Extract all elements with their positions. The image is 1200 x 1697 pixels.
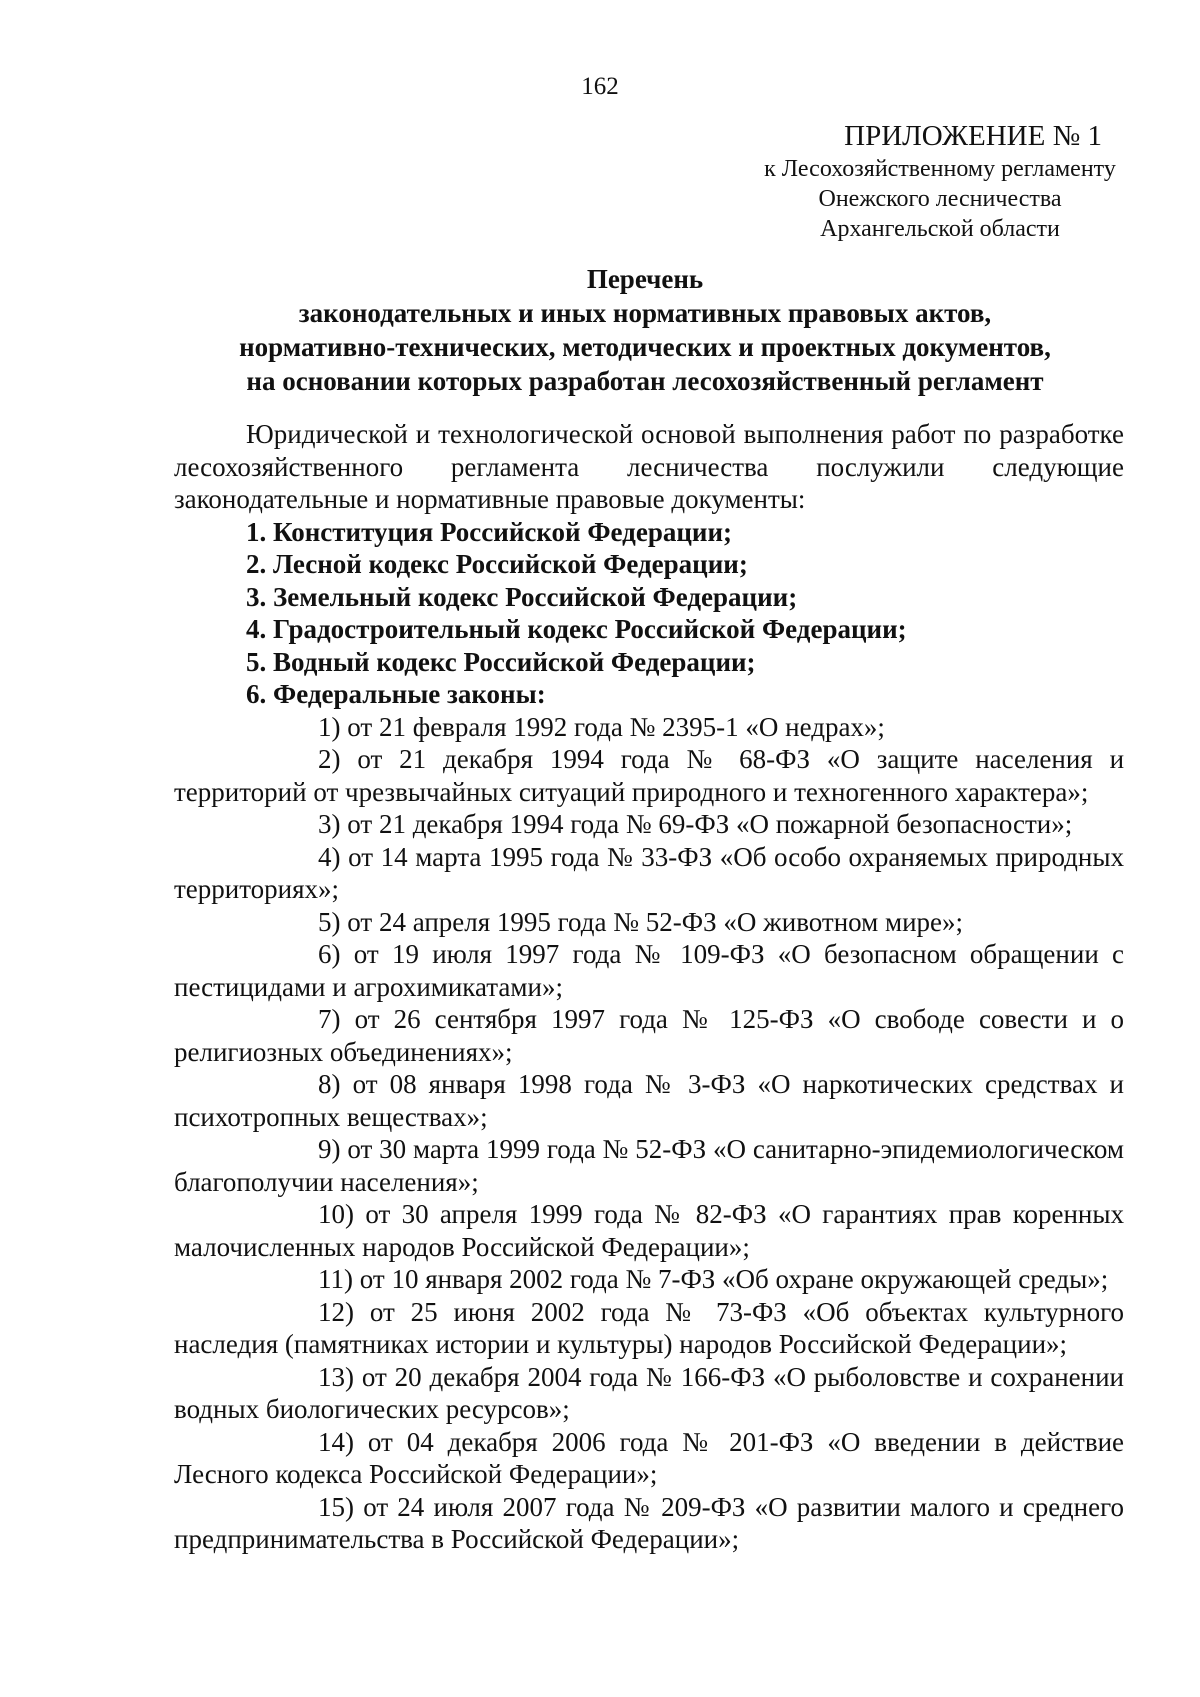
federal-law-text: от 30 апреля 1999 года № 82-ФЗ «О гарантиях прав коренных малочисленных народов Российской Федерации»; — [174, 1199, 1125, 1262]
federal-law-item — [174, 1263, 1124, 1296]
federal-law-number: 12) — [318, 1296, 354, 1327]
federal-law-number: 10) — [318, 1199, 354, 1229]
federal-law-item — [174, 1296, 1124, 1361]
law-item: 1. Конституция Российской Федерации; — [246, 516, 732, 547]
appendix-line-3: Архангельской области — [820, 216, 1060, 242]
federal-law-item — [174, 906, 1124, 939]
federal-law-item — [174, 938, 1124, 1003]
federal-law-text: от 21 декабря 1994 года № 68-ФЗ «О защите населения и территорий от чрезвычайных ситуаций природного и техногенного характера»; — [174, 744, 1125, 807]
federal-law-number: 11) — [318, 1264, 353, 1294]
federal-law-item — [174, 1198, 1124, 1263]
federal-law-text: от 25 июня 2002 года № 73-ФЗ «Об объектах культурного наследия (памятниках истории и культуры) народов Российской Федерации»; — [174, 1296, 1125, 1359]
federal-law-item — [174, 1361, 1124, 1426]
law-item: 3. Земельный кодекс Российской Федерации; — [246, 581, 798, 612]
federal-law-number: 4) — [318, 841, 341, 872]
federal-law-text: от 21 февраля 1992 года № 2395-1 «О недрах»; — [347, 711, 885, 742]
law-item: 4. Градостроительный кодекс Российской Федерации; — [246, 614, 907, 644]
federal-law-text: от 08 января 1998 года № 3-ФЗ «О наркотических средствах и психотропных веществах»; — [174, 1069, 1124, 1132]
title-line-4: на основании которых разработан лесохозяйственный регламент — [246, 366, 1044, 396]
law-item: 6. Федеральные законы: — [246, 679, 546, 709]
page-number: 162 — [581, 73, 619, 100]
federal-law-text: от 21 декабря 1994 года № 69-ФЗ «О пожарной безопасности»; — [347, 809, 1073, 839]
title-line-1: Перечень — [586, 264, 704, 294]
federal-law-number: 8) — [318, 1069, 341, 1099]
federal-law-text: от 30 марта 1999 года № 52-ФЗ «О санитарно-эпидемиологическом благополучии населения»; — [174, 1134, 1124, 1197]
federal-law-text: от 20 декабря 2004 года № 166-ФЗ «О рыболовстве и сохранении водных биологических ресурсов»; — [174, 1361, 1124, 1424]
federal-law-item — [174, 841, 1124, 906]
federal-law-number: 3) — [318, 809, 341, 839]
federal-laws-list — [174, 711, 1124, 1556]
federal-law-number: 13) — [318, 1361, 354, 1392]
federal-law-item — [174, 808, 1124, 841]
federal-law-number: 15) — [318, 1491, 354, 1522]
federal-law-item — [174, 711, 1124, 744]
document-body — [174, 418, 1124, 1556]
federal-law-text: от 24 апреля 1995 года № 52-ФЗ «О животном мире»; — [347, 906, 964, 937]
appendix-title: ПРИЛОЖЕНИЕ № 1 — [844, 120, 1102, 152]
title-line-3: нормативно-технических, методических и проектных документов, — [239, 332, 1051, 362]
federal-law-text: от 19 июля 1997 года № 109-ФЗ «О безопасном обращении с пестицидами и агрохимикатами»; — [174, 939, 1124, 1002]
appendix-header — [730, 118, 1150, 244]
federal-law-text: от 26 сентября 1997 года № 125-ФЗ «О свободе совести и о религиозных объединениях»; — [174, 1004, 1124, 1067]
federal-law-text: от 24 июля 2007 года № 209-ФЗ «О развитии малого и среднего предпринимательства в Российской Федерации»; — [174, 1491, 1124, 1554]
federal-law-item — [174, 743, 1124, 808]
document-title — [170, 262, 1120, 398]
federal-law-text: от 14 марта 1995 года № 33-ФЗ «Об особо охраняемых природных территориях»; — [174, 841, 1124, 904]
federal-law-item — [174, 1426, 1124, 1491]
federal-law-item — [174, 1491, 1124, 1556]
federal-law-number: 14) — [318, 1426, 354, 1457]
federal-law-text: от 04 декабря 2006 года № 201-ФЗ «О введении в действие Лесного кодекса Российской Федерации»; — [174, 1426, 1124, 1489]
law-item: 5. Водный кодекс Российской Федерации; — [246, 646, 756, 677]
federal-law-number: 9) — [318, 1134, 341, 1164]
law-item: 2. Лесной кодекс Российской Федерации; — [246, 549, 748, 579]
federal-law-number: 5) — [318, 906, 341, 937]
appendix-line-1: к Лесохозяйственному регламенту — [764, 156, 1116, 182]
federal-law-item — [174, 1068, 1124, 1133]
laws-list — [174, 516, 1124, 711]
title-line-2: законодательных и иных нормативных правовых актов, — [298, 298, 992, 328]
intro-paragraph: Юридической и технологической основой выполнения работ по разработке лесохозяйственного регламента лесничества послужили следующие законодательные и нормативные правовые документы: — [174, 419, 1124, 514]
federal-law-number: 1) — [318, 711, 341, 742]
federal-law-item — [174, 1133, 1124, 1198]
federal-law-number: 6) — [318, 939, 341, 969]
federal-law-item — [174, 1003, 1124, 1068]
federal-law-number: 2) — [318, 744, 341, 774]
federal-law-text: от 10 января 2002 года № 7-ФЗ «Об охране окружающей среды»; — [359, 1264, 1109, 1294]
appendix-line-2: Онежского лесничества — [818, 186, 1062, 212]
federal-law-number: 7) — [318, 1004, 341, 1034]
